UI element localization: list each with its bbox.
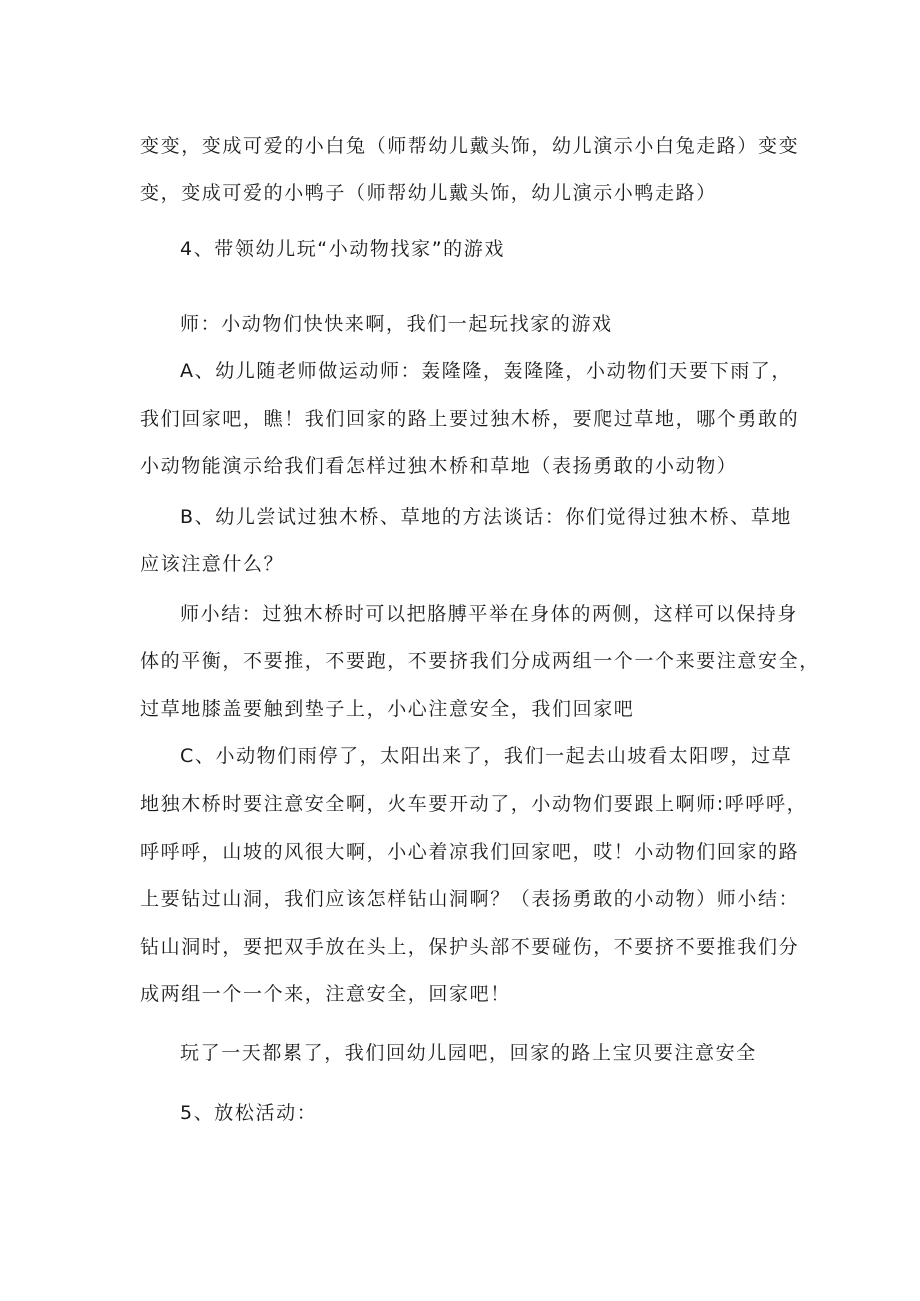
text-line: 玩了一天都累了，我们回幼儿园吧，回家的路上宝贝要注意安全	[180, 1042, 757, 1064]
text-line: 我们回家吧，瞧！我们回家的路上要过独木桥，要爬过草地，哪个勇敢的	[140, 408, 800, 430]
text-line: B、幼儿尝试过独木桥、草地的方法谈话：你们觉得过独木桥、草地	[180, 506, 793, 528]
text-line: 小动物能演示给我们看怎样过独木桥和草地（表扬勇敢的小动物）	[140, 455, 738, 477]
text-line: 师：小动物们快快来啊，我们一起玩找家的游戏	[180, 313, 613, 335]
text-line: 呼呼呼，山坡的风很大啊，小心着凉我们回家吧，哎！小动物们回家的路	[140, 841, 800, 863]
text-line: 地独木桥时要注意安全啊，火车要开动了，小动物们要跟上啊师:呼呼呼，	[140, 793, 808, 815]
text-line: A、幼儿随老师做运动师：轰隆隆，轰隆隆，小动物们天要下雨了，	[180, 360, 792, 382]
text-line: 上要钻过山洞，我们应该怎样钻山洞啊？（表扬勇敢的小动物）师小结：	[140, 888, 800, 910]
text-line: 成两组一个一个来，注意安全，回家吧！	[140, 983, 511, 1005]
section-heading: 5、放松活动：	[180, 1102, 318, 1124]
text-line: 变变，变成可爱的小白兔（师帮幼儿戴头饰，幼儿演示小白兔走路）变变	[140, 135, 800, 157]
text-line: 体的平衡，不要推，不要跑，不要挤我们分成两组一个一个来要注意安全，	[140, 650, 820, 672]
text-line: 变，变成可爱的小鸭子（师帮幼儿戴头饰，幼儿演示小鸭走路）	[140, 182, 717, 204]
text-line: 钻山洞时，要把双手放在头上，保护头部不要碰伤，不要挤不要推我们分	[140, 936, 800, 958]
text-line: 师小结：过独木桥时可以把胳膊平举在身体的两侧，这样可以保持身	[180, 603, 799, 625]
text-line: 过草地膝盖要触到垫子上，小心注意安全，我们回家吧	[140, 698, 635, 720]
text-line: 应该注意什么？	[140, 553, 285, 575]
section-heading: 4、带领幼儿玩“小动物找家”的游戏	[180, 238, 505, 260]
text-line: C、小动物们雨停了，太阳出来了，我们一起去山坡看太阳啰，过草	[180, 745, 793, 767]
